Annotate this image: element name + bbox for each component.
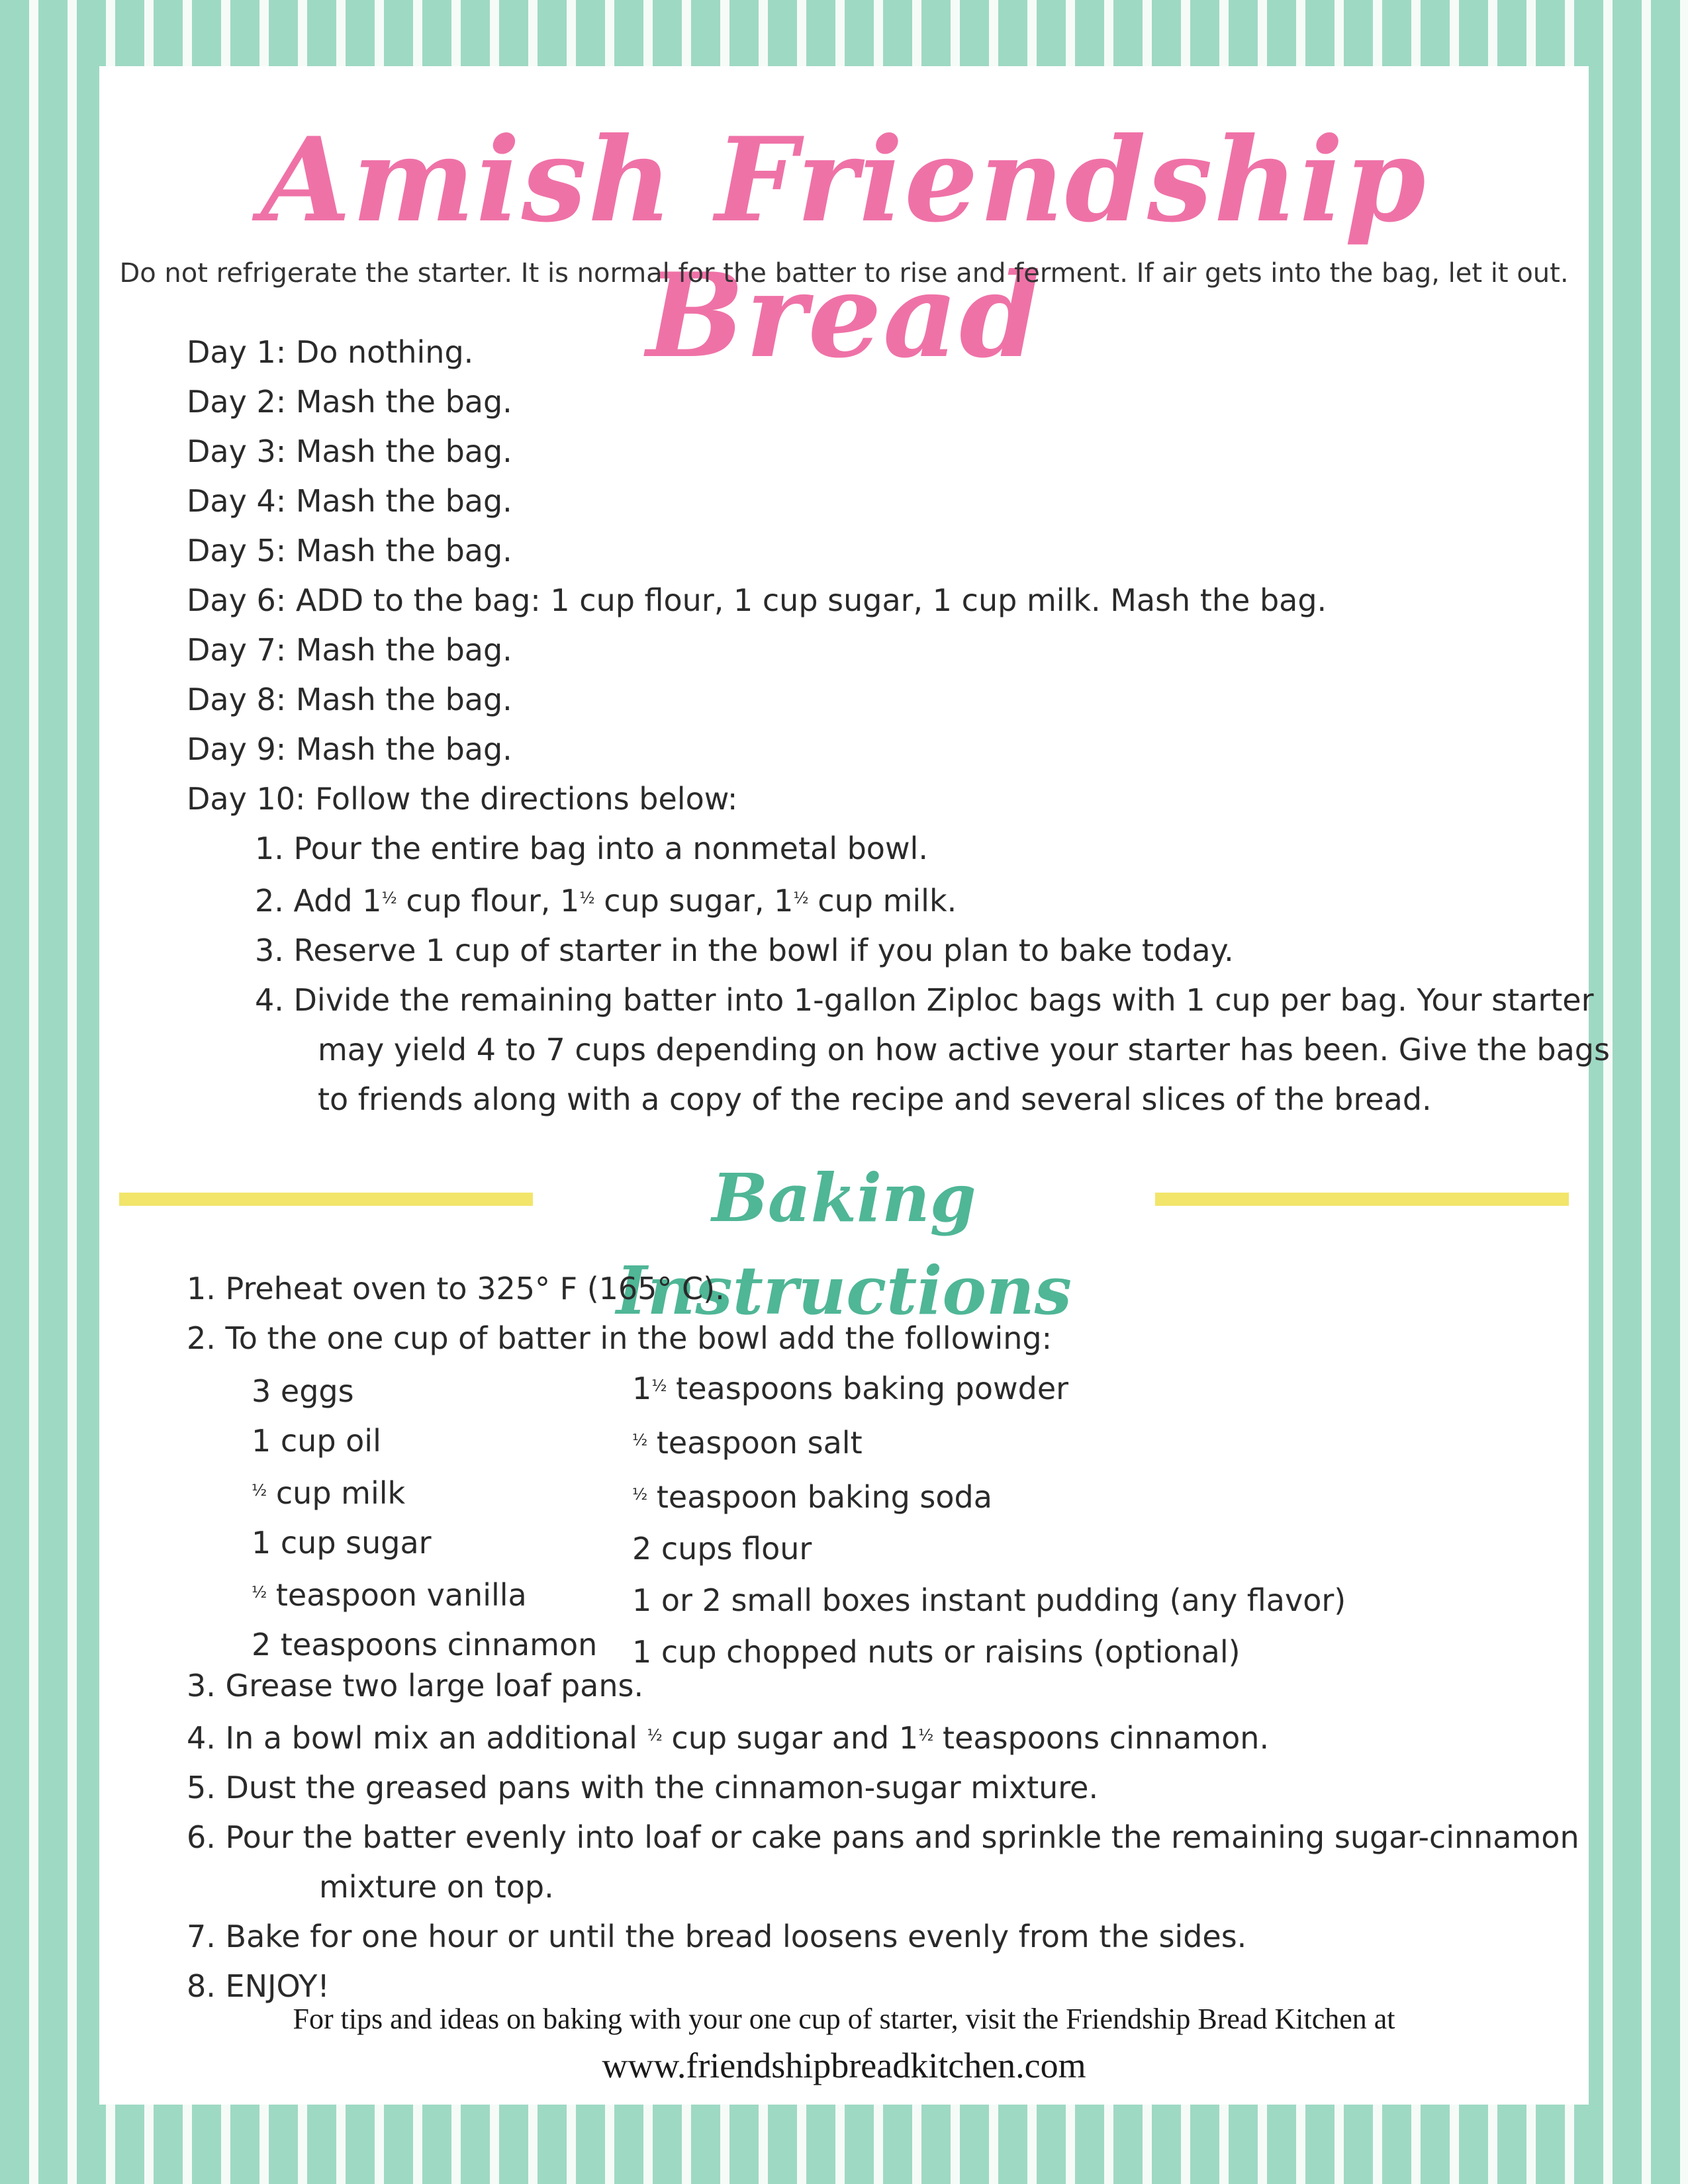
ingredient: 2 teaspoons cinnamon: [252, 1627, 598, 1662]
day-item: Day 4: Mash the bag.: [187, 483, 512, 519]
ingredient-text: cup milk: [266, 1475, 406, 1511]
ingredient: [252, 1466, 597, 1518]
step-text: teaspoons cinnamon.: [933, 1720, 1270, 1756]
fraction: ½: [632, 1485, 647, 1504]
ingredient: 3 eggs: [252, 1373, 354, 1409]
step-text: cup sugar, 1: [594, 883, 794, 919]
baking-step: 8. ENJOY!: [187, 1968, 330, 2004]
step-text: 4. In a bowl mix an additional: [187, 1720, 647, 1756]
section-title: Baking Instructions: [616, 1159, 1072, 1330]
baking-step: 3. Grease two large loaf pans.: [187, 1668, 644, 1704]
fraction: ½: [647, 1726, 662, 1745]
step-text: cup flour, 1: [396, 883, 580, 919]
footer-link[interactable]: www.friendshipbreadkitchen.com: [602, 2046, 1086, 2085]
ingredient: [632, 1469, 1346, 1523]
baking-step: 7. Bake for one hour or until the bread loosens evenly from the sides.: [187, 1919, 1247, 1954]
ingredient-text: teaspoon salt: [647, 1425, 863, 1461]
divider-bar-right: [1155, 1193, 1569, 1206]
page-title: Amish Friendship Bread: [261, 113, 1427, 384]
baking-steps-continued: [187, 1661, 1579, 2011]
fraction: ½: [651, 1377, 667, 1395]
baking-step: 2. To the one cup of batter in the bowl add the following:: [187, 1320, 1053, 1356]
fraction: ½: [381, 889, 397, 907]
day-item: Day 8: Mash the bag.: [187, 682, 512, 717]
day10-step-continued: to friends along with a copy of the recipe and several slices of the bread.: [318, 1081, 1432, 1117]
ingredient-text: teaspoon vanilla: [266, 1577, 527, 1613]
ingredient-text: teaspoons baking powder: [666, 1371, 1069, 1406]
fraction: ½: [579, 889, 594, 907]
day-item: Day 7: Mash the bag.: [187, 632, 512, 668]
day10-step: [255, 874, 1546, 926]
day10-steps: [255, 824, 1610, 1124]
ingredients-left: [252, 1367, 597, 1670]
baking-step: 1. Preheat oven to 325° F (165° C).: [187, 1271, 725, 1306]
day10-step-continued: may yield 4 to 7 cups depending on how active your starter has been. Give the bags: [318, 1032, 1610, 1068]
ingredient: [632, 1360, 1346, 1414]
ingredient-text: teaspoon baking soda: [647, 1479, 992, 1515]
divider-bar-left: [119, 1193, 533, 1206]
day-list: [187, 328, 1327, 824]
day-item: Day 3: Mash the bag.: [187, 433, 512, 469]
baking-step: 5. Dust the greased pans with the cinnamon-sugar mixture.: [187, 1770, 1099, 1805]
day-item: Day 6: ADD to the bag: 1 cup flour, 1 cup sugar, 1 cup milk. Mash the bag.: [187, 582, 1327, 618]
fraction: ½: [252, 1481, 267, 1500]
baking-steps: [187, 1264, 1052, 1363]
step-text: cup milk.: [808, 883, 957, 919]
baking-step: [187, 1711, 1579, 1763]
ingredient-text: 1: [632, 1371, 652, 1406]
ingredient: 1 cup oil: [252, 1423, 381, 1459]
ingredient: 2 cups flour: [632, 1531, 812, 1567]
ingredient: 1 cup sugar: [252, 1525, 432, 1561]
intro-text: Do not refrigerate the starter. It is normal for the batter to rise and ferment. If air gets into the bag, let it out.: [119, 258, 1569, 289]
day-item: Day 5: Mash the bag.: [187, 533, 512, 569]
baking-step-continued: mixture on top.: [319, 1869, 554, 1905]
day10-step: 4. Divide the remaining batter into 1-gallon Ziploc bags with 1 cup per bag. Your starter: [255, 982, 1594, 1018]
fraction: ½: [632, 1431, 647, 1449]
fraction: ½: [918, 1726, 933, 1745]
step-text: cup sugar and 1: [661, 1720, 919, 1756]
ingredient: [632, 1414, 1346, 1469]
baking-step: 6. Pour the batter evenly into loaf or cake pans and sprinkle the remaining sugar-cinnamon: [187, 1819, 1579, 1855]
day-item: Day 1: Do nothing.: [187, 334, 474, 370]
ingredient: 1 or 2 small boxes instant pudding (any flavor): [632, 1582, 1346, 1618]
day10-step: 1. Pour the entire bag into a nonmetal bowl.: [255, 831, 928, 866]
ingredients-right: [632, 1360, 1346, 1678]
day10-step: 3. Reserve 1 cup of starter in the bowl if you plan to bake today.: [255, 933, 1234, 968]
fraction: ½: [252, 1583, 267, 1602]
day-item: Day 2: Mash the bag.: [187, 384, 512, 420]
recipe-card: [99, 66, 1610, 2105]
footer-text: For tips and ideas on baking with your one cup of starter, visit the Friendship Bread Kitchen at: [293, 2003, 1395, 2035]
fraction: ½: [793, 889, 808, 907]
ingredient: [252, 1568, 597, 1620]
ingredient: 1 cup chopped nuts or raisins (optional): [632, 1634, 1241, 1670]
step-text: 2. Add 1: [255, 883, 382, 919]
day-item: Day 10: Follow the directions below:: [187, 781, 738, 817]
day-item: Day 9: Mash the bag.: [187, 731, 512, 767]
